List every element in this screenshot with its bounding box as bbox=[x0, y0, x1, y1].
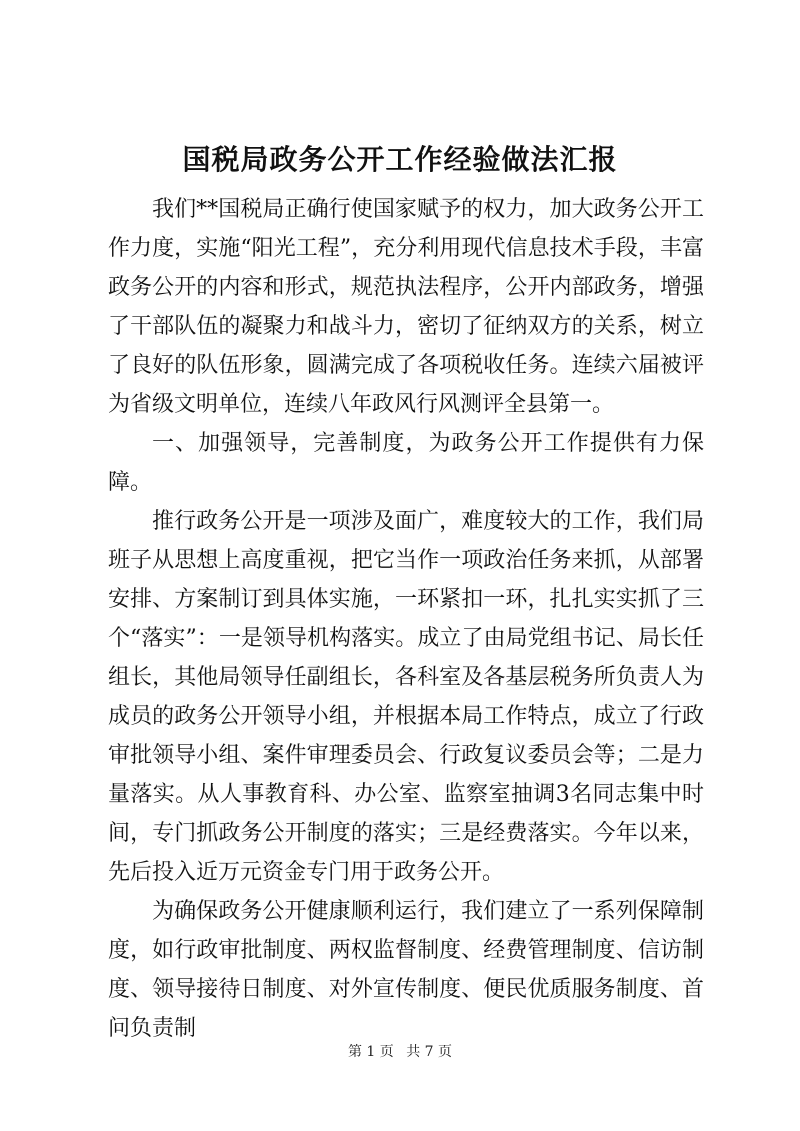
paragraph-implementation: 推行政务公开是一项涉及面广，难度较大的工作，我们局班子从思想上高度重视，把它当作一项政治任务来抓，从部署安排、方案制订到具体实施，一环紧扣一环，扎扎实实抓了三个“落实”：一是领导机构落实。成立了由局党组书记、局长任组长，其他局领导任副组长，各科室及各基层税务所负责人为成员的政务公开领导小组，并根据本局工作特点，成立了行政审批领导小组、案件审理委员会、行政复议委员会等；二是力量落实。从人事教育科、办公室、监察室抽调3名同志集中时间，专门抓政务公开制度的落实；三是经费落实。今年以来，先后投入近万元资金专门用于政务公开。 bbox=[108, 509, 704, 885]
paragraph-intro: 我们**国税局正确行使国家赋予的权力，加大政务公开工作力度，实施“阳光工程”，充分利用现代信息技术手段，丰富政务公开的内容和形式，规范执法程序，公开内部政务，增强了干部队伍的凝聚力和战斗力，密切了征纳双方的关系，树立了良好的队伍形象，圆满完成了各项税收任务。连续六届被评为省级文明单位，连续八年政风行风测评全县第一。 bbox=[108, 197, 704, 417]
page-footer bbox=[0, 1042, 800, 1062]
paragraph-section-heading: 一、加强领导，完善制度，为政务公开工作提供有力保障。 bbox=[108, 431, 704, 495]
paragraph-systems: 为确保政务公开健康顺利运行，我们建立了一系列保障制度，如行政审批制度、两权监督制度、经费管理制度、信访制度、领导接待日制度、对外宣传制度、便民优质服务制度、首问负责制 bbox=[108, 899, 704, 1041]
page-total: 共 7 页 bbox=[406, 1044, 453, 1060]
document-title: 国税局政务公开工作经验做法汇报 bbox=[182, 143, 618, 176]
page-number: 第 1 页 bbox=[347, 1044, 394, 1060]
document-body bbox=[108, 190, 704, 1048]
